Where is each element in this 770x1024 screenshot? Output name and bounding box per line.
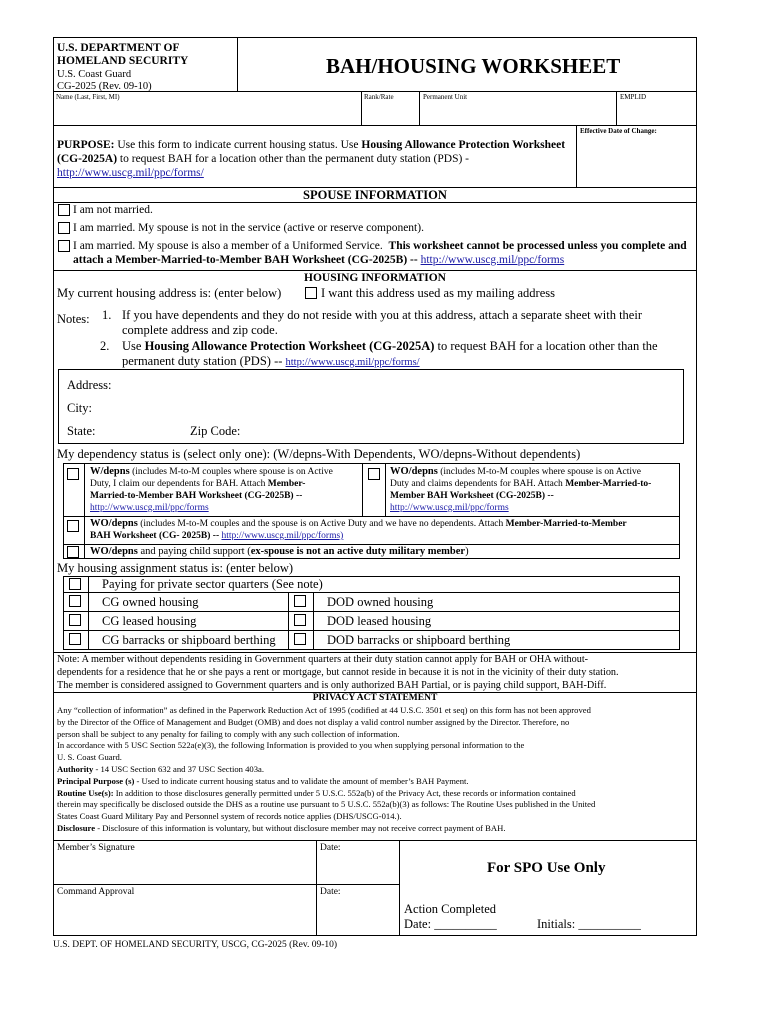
wo-depns-claims-text (390, 466, 678, 514)
command-approval-label: Command Approval (57, 887, 135, 897)
rule (53, 125, 697, 126)
note-block (57, 653, 695, 692)
address-input[interactable] (120, 375, 680, 393)
cg-leased-label: CG leased housing (102, 614, 197, 628)
state-input[interactable] (104, 421, 184, 439)
dod-leased-label: DOD leased housing (327, 614, 432, 628)
zip-label: Zip Code: (190, 424, 241, 438)
date2-label: Date: (320, 887, 341, 897)
dept-line2: HOMELAND SECURITY (57, 55, 189, 67)
opt3-link[interactable]: http://www.uscg.mil/ppc/forms) (221, 531, 344, 541)
opt1-link[interactable]: http://www.uscg.mil/ppc/forms (90, 503, 209, 513)
rule (88, 576, 89, 650)
rule (288, 592, 289, 650)
rule (63, 592, 680, 593)
note2-line1 (122, 339, 658, 354)
privacy-routine (57, 788, 697, 800)
zip-input[interactable] (248, 421, 678, 439)
note2-pre: Use (122, 339, 142, 353)
rule (63, 516, 680, 517)
rule (53, 884, 399, 885)
opt2-l2b: Member-Married-to- (565, 479, 652, 489)
agency: U.S. Coast Guard (57, 69, 132, 80)
purpose-text2: to request BAH for a location other than the permanent duty station (PDS) - (119, 153, 469, 165)
purpose-label: PURPOSE: (57, 139, 115, 151)
opt2-bold: WO/depns (390, 466, 438, 477)
page-title: BAH/HOUSING WORKSHEET (326, 54, 621, 78)
opt2-l2: Duty and claims dependents for BAH. Attach (390, 479, 563, 489)
privacy-p1-l2: by the Director of the Office of Management and Budget (OMB) and does not display a valid control number assigned by the Director. Therefore, no (57, 716, 570, 727)
rule (399, 840, 400, 936)
principal-purpose-label: Principal Purpose (s) (57, 775, 135, 786)
dept-line1: U.S. DEPARTMENT OF (57, 42, 180, 54)
opt1-bold: W/depns (90, 466, 130, 477)
rule (63, 611, 680, 612)
private-quarters-checkbox[interactable] (69, 578, 81, 590)
routine-l2: therein may specifically be disclosed outside the DHS as a routine use pursuant to 5 U.S.C. 552a(b)(3) as follows: The Routine Uses published in the United (57, 799, 596, 810)
privacy-p1-l1: Any “collection of information” as defined in the Paperwork Reduction Act of 1995 (codified at 44 U.S.C. 3501 et seq) on this form has not been approved (57, 705, 591, 715)
authority-text: - 14 USC Section 632 and 37 USC Section 403a. (95, 763, 264, 774)
date1-input[interactable] (318, 854, 397, 882)
dependency-prompt: My dependency status is (select only one): (W/depns-With Dependents, WO/depns-Without dependents) (57, 447, 581, 461)
note-line2: dependents for a residence that he or she pays a rent or mortgage, but cannot reside in because it is not in the vicinity of their duty station. (57, 667, 619, 678)
wo-depns-child-support-checkbox[interactable] (67, 546, 79, 558)
note2-line2-text: permanent duty station (PDS) -- (122, 354, 283, 368)
purpose-link[interactable]: http://www.uscg.mil/ppc/forms/ (57, 167, 204, 179)
rule (84, 463, 85, 559)
unit-input[interactable] (420, 101, 615, 124)
routine-l3: States Coast Guard Military Pay and Personnel system of records notice applies (DHS/USCG-014.). (57, 811, 402, 822)
opt3-bold2: attach a Member-Married-to-Member BAH Worksheet (CG-2025B) -- (73, 254, 418, 266)
spo-date-field[interactable]: Date: __________ (404, 917, 497, 931)
action-completed-label: Action Completed (404, 902, 496, 916)
opt2-link[interactable]: http://www.uscg.mil/ppc/forms (390, 503, 509, 513)
opt4-bold: WO/depns (90, 546, 138, 557)
spo-title: For SPO Use Only (487, 860, 606, 876)
spouse-heading: SPOUSE INFORMATION (303, 188, 447, 202)
rank-label: Rank/Rate (364, 93, 394, 101)
opt1-l2: Duty, I claim our dependents for BAH. Attach (90, 479, 266, 489)
emplid-input[interactable] (617, 101, 696, 124)
form-id: CG-2025 (Rev. 09-10) (57, 81, 152, 92)
opt3-l1b: Member-Married-to-Member (505, 519, 627, 529)
note2-link[interactable]: http://www.uscg.mil/ppc/forms/ (285, 357, 420, 368)
opt4-bold2: ex-spouse is not an active duty military member (250, 546, 466, 557)
note2-line2 (122, 354, 420, 370)
rule (576, 125, 577, 187)
opt3-bold: WO/depns (90, 518, 138, 529)
effective-date-label: Effective Date of Change: (580, 127, 657, 135)
disclosure-text: - Disclosure of this information is voluntary, but without disclosure member may not receive correct payment of BAH. (97, 822, 506, 833)
w-depns-checkbox[interactable] (67, 468, 79, 480)
date1-label: Date: (320, 843, 341, 853)
privacy-purpose (57, 776, 697, 788)
rule (63, 630, 680, 631)
opt4-text: and paying child support ( (140, 546, 251, 557)
housing-heading: HOUSING INFORMATION (304, 272, 446, 284)
purpose-bold2: (CG-2025A) (57, 153, 118, 165)
opt2-l1: (includes M-to-M couples where spouse is on Active (440, 467, 642, 477)
rule (313, 592, 314, 650)
purpose-text (57, 138, 575, 180)
privacy-body (57, 705, 697, 835)
married-military-label (73, 239, 693, 267)
note2-num: 2. (100, 339, 110, 353)
disclosure-label: Disclosure (57, 822, 96, 833)
assignment-prompt: My housing assignment status is: (enter below) (57, 561, 294, 575)
routine-l1: In addition to those disclosures generally permitted under 5 U.S.C. 552a(b) of the Privacy Act, these records or information contained (115, 787, 576, 798)
dod-leased-checkbox[interactable] (294, 614, 306, 626)
routine-label: Routine Use(s): (57, 787, 114, 798)
privacy-heading: PRIVACY ACT STATEMENT (312, 693, 438, 703)
dod-barracks-label: DOD barracks or shipboard berthing (327, 633, 511, 647)
authority-label: Authority (57, 763, 94, 774)
opt3-bold: This worksheet cannot be processed unless you complete and (388, 240, 687, 252)
cg-owned-label: CG owned housing (102, 595, 199, 609)
unit-label: Permanent Unit (423, 93, 468, 101)
footer-text: U.S. DEPT. OF HOMELAND SECURITY, USCG, CG-2025 (Rev. 09-10) (53, 940, 338, 950)
purpose-text1: Use this form to indicate current housing status. Use (117, 139, 359, 151)
rank-input[interactable] (362, 101, 418, 124)
name-label: Name (Last, First, MI) (56, 93, 120, 101)
opt1-l3: Married-to-Member BAH Worksheet (CG-2025B) -- (90, 491, 303, 501)
note2-post: to request BAH for a location other than the (437, 339, 658, 353)
wo-depns-no-deps-text (90, 518, 680, 542)
purpose-bold1: Housing Allowance Protection Worksheet (361, 139, 566, 151)
note1-num: 1. (102, 308, 112, 322)
name-input[interactable] (54, 101, 360, 124)
notes-label: Notes: (57, 312, 90, 326)
city-label: City: (67, 401, 93, 415)
wo-depns-claims-checkbox[interactable] (368, 468, 380, 480)
header-divider (237, 37, 238, 91)
opt4-end: ) (465, 546, 469, 557)
rule (385, 463, 386, 516)
rule (53, 91, 697, 92)
married-civilian-label: I am married. My spouse is not in the service (active or reserve component). (73, 222, 424, 234)
opt1-l2b: Member- (267, 479, 306, 489)
cg-owned-checkbox[interactable] (69, 595, 81, 607)
dod-barracks-checkbox[interactable] (294, 633, 306, 645)
state-label: State: (67, 424, 96, 438)
city-input[interactable] (100, 398, 680, 416)
member-signature-label: Member’s Signature (57, 843, 135, 853)
privacy-authority (57, 764, 697, 776)
w-depns-text (90, 466, 360, 514)
dod-owned-label: DOD owned housing (327, 595, 434, 609)
wo-depns-child-support-text (90, 545, 680, 558)
wo-depns-no-deps-checkbox[interactable] (67, 520, 79, 532)
privacy-disclosure (57, 823, 697, 835)
principal-purpose-text: - Used to indicate current housing status and to validate the amount of member’s BAH Payment. (136, 775, 469, 786)
note-line1: Note: A member without dependents residing in Government quarters at their duty station cannot apply for BAH or OHA without- (57, 654, 589, 665)
married-military-checkbox[interactable] (58, 240, 70, 252)
opt3-l2: BAH Worksheet (CG- 2025B) -- (90, 531, 220, 541)
address-prompt: My current housing address is: (enter below) (57, 286, 282, 300)
mailing-address-checkbox[interactable] (305, 287, 317, 299)
privacy-p1-l3: person shall be subject to any penalty for failing to comply with any such collection of information. (57, 728, 400, 739)
note1-line1: If you have dependents and they do not reside with you at this address, attach a separate sheet with their (122, 308, 642, 322)
opt3-link[interactable]: http://www.uscg.mil/ppc/forms (420, 254, 565, 266)
address-label: Address: (67, 378, 112, 392)
private-quarters-label: Paying for private sector quarters (See note) (102, 577, 323, 591)
mailing-address-label: I want this address used as my mailing address (321, 286, 555, 300)
note2-bold: Housing Allowance Protection Worksheet (CG-2025A) (144, 339, 435, 353)
member-signature-input[interactable] (55, 854, 314, 882)
privacy-p2-l2: U. S. Coast Guard. (57, 752, 122, 763)
dod-owned-checkbox[interactable] (294, 595, 306, 607)
opt3-text: I am married. My spouse is also a member of a Uniformed Service. (73, 240, 383, 252)
opt2-l3: Member BAH Worksheet (CG-2025B) -- (390, 491, 554, 501)
rule (53, 840, 697, 841)
note-line3: The member is considered assigned to Government quarters and is only authorized BAH Partial, or is paying child support, BAH-Diff. (57, 680, 607, 691)
cg-leased-checkbox[interactable] (69, 614, 81, 626)
opt1-l1: (includes M-to-M couples where spouse is on Active (132, 467, 333, 477)
privacy-p2-l1: In accordance with 5 USC Section 522a(e)(3), the following Information is provided to you when supplying personal information to the (57, 740, 525, 751)
not-married-label: I am not married. (73, 204, 153, 216)
rule (316, 840, 317, 936)
spo-initials-field[interactable]: Initials: __________ (537, 917, 641, 931)
not-married-checkbox[interactable] (58, 204, 70, 216)
cg-barracks-label: CG barracks or shipboard berthing (102, 633, 276, 647)
opt3-l1: (includes M-to-M couples and the spouse is on Active Duty and we have no dependents. Attach (140, 519, 504, 529)
emplid-label: EMPLID (620, 93, 647, 101)
command-approval-input[interactable] (55, 898, 314, 934)
note1-line2: complete address and zip code. (122, 323, 278, 337)
cg-barracks-checkbox[interactable] (69, 633, 81, 645)
effective-date-input[interactable] (578, 137, 696, 185)
rule (362, 463, 363, 516)
date2-input[interactable] (318, 898, 397, 934)
married-civilian-checkbox[interactable] (58, 222, 70, 234)
